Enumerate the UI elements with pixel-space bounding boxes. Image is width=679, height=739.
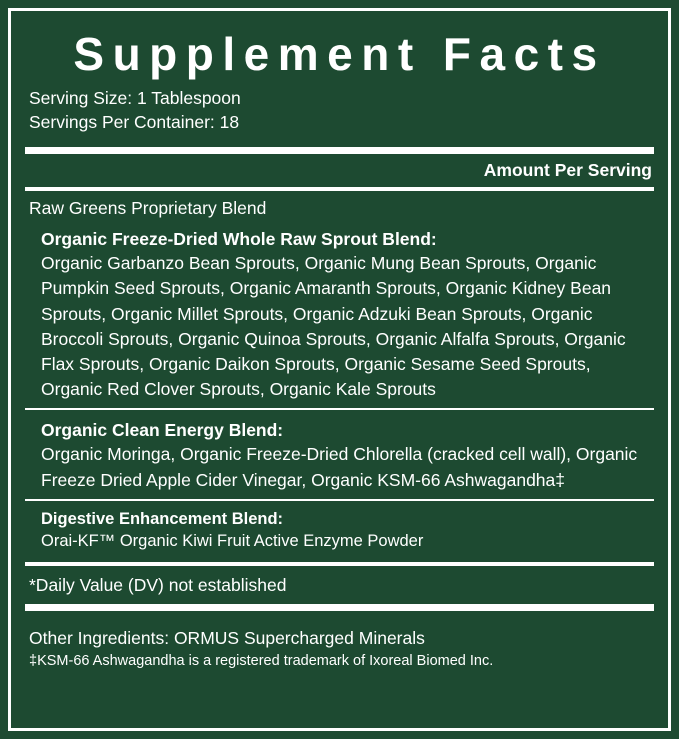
daily-value-note: *Daily Value (DV) not established — [29, 574, 287, 595]
supplement-facts-panel — [8, 8, 671, 731]
divider-thick-bottom — [25, 604, 654, 611]
blend-group-digestive — [41, 510, 654, 554]
divider-under-amount — [25, 187, 654, 191]
proprietary-blend-title: Raw Greens Proprietary Blend — [29, 198, 267, 219]
blend-body-digestive: Orai-KF™ Organic Kiwi Fruit Active Enzyme Powder — [41, 531, 424, 550]
amount-per-serving-header: Amount Per Serving — [483, 160, 652, 181]
blend-heading-sprout: Organic Freeze-Dried Whole Raw Sprout Blend: — [41, 229, 437, 250]
blend-heading-energy: Organic Clean Energy Blend: — [41, 420, 284, 441]
divider-between-blends-1 — [25, 408, 654, 410]
other-ingredients: Other Ingredients: ORMUS Supercharged Minerals — [29, 627, 425, 648]
page-title: Supplement Facts — [73, 28, 606, 80]
blend-body-energy: Organic Moringa, Organic Freeze-Dried Chlorella (cracked cell wall), Organic Freeze Dried Apple Cider Vinegar, Organic KSM-66 Ashwagandha‡ — [41, 444, 638, 490]
divider-above-daily-value — [25, 562, 654, 566]
footer-section — [29, 627, 654, 672]
trademark-note: ‡KSM-66 Ashwagandha is a registered trademark of Ixoreal Biomed Inc. — [29, 653, 494, 670]
panel-inner — [25, 21, 654, 720]
blend-heading-digestive: Digestive Enhancement Blend: — [41, 509, 284, 528]
blend-group-sprout — [41, 229, 654, 402]
serving-size: Serving Size: 1 Tablespoon — [29, 87, 241, 108]
servings-per-container: Servings Per Container: 18 — [29, 112, 240, 133]
blend-group-energy — [41, 420, 654, 492]
divider-thick-top — [25, 147, 654, 154]
divider-between-blends-2 — [25, 499, 654, 501]
blend-body-sprout: Organic Garbanzo Bean Sprouts, Organic Mung Bean Sprouts, Organic Pumpkin Seed Sprouts, Organic Amaranth Sprouts, Organic Kidney Bean Sprouts, Organic Millet Sprouts, Organic Adzuki Bean Sprouts, Organic Broccoli Sprouts, Organic Quinoa Sprouts, Organic Alfalfa Sprouts, Organic Flax Sprouts, Organic Daikon Sprouts, Organic Sesame Seed Sprouts, Organic Red Clover Sprouts, Organic Kale Sprouts — [41, 253, 626, 400]
